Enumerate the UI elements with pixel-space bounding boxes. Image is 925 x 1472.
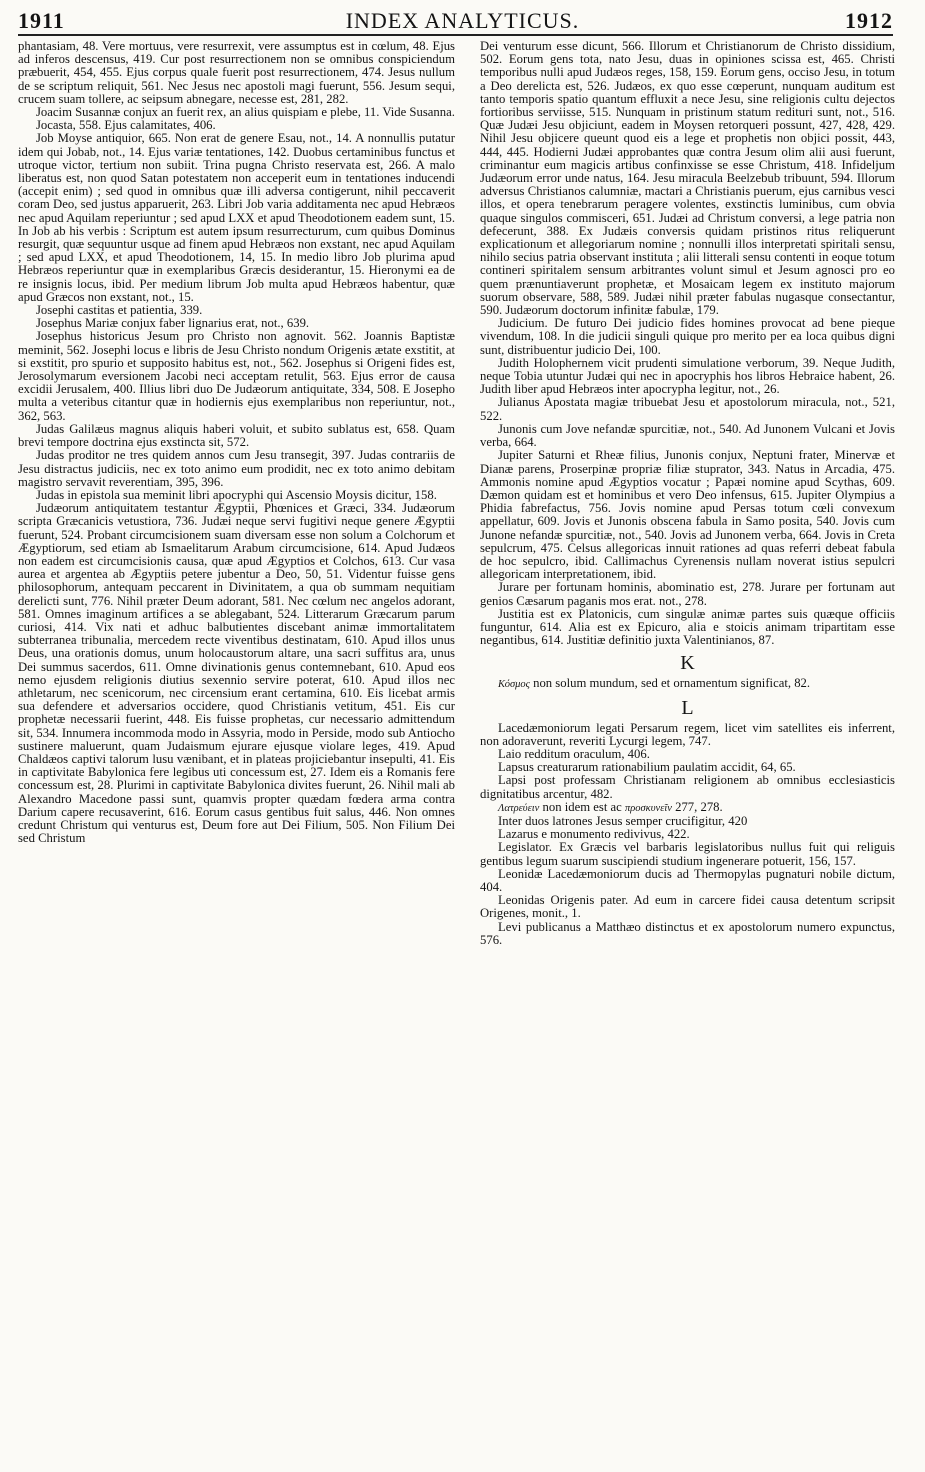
index-entry: Judas proditor ne tres quidem annos cum Jesu transegit, 397. Judas contrariis de Jesu distractus judiciis, nec ex toto animo eum prodidit, nec ex toto animo debitam magistro servavit reverentiam, 395, 396. bbox=[18, 448, 455, 489]
index-entry: Justitia est ex Platonicis, cum singulæ animæ partes suis quæque officiis funguntur, 614. Alia est ex Epicuro, alia e stoicis animam tripartitam esse negantibus, 614. Justitiæ definitio juxta Valentinianos, 87. bbox=[480, 606, 895, 648]
index-entry: Judas Galilæus magnus aliquis haberi voluit, et subito sublatus est, 658. Quam brevi tempore doctrina ejus exstincta sit, 572. bbox=[18, 421, 455, 450]
greek-term: Κόσμος bbox=[498, 679, 530, 691]
section-letter-k: K bbox=[680, 652, 695, 675]
left-column bbox=[18, 40, 455, 845]
index-entry: Josephus Mariæ conjux faber lignarius erat, not., 639. bbox=[36, 316, 310, 331]
index-entry: Lapsus creaturarum rationabilium paulatim accidit, 64, 65. bbox=[498, 760, 796, 775]
index-entry: Levi publicanus a Matthæo distinctus et ex apostolorum numero expunctus, 576. bbox=[480, 919, 895, 947]
entry-text: non idem est ac bbox=[542, 799, 622, 814]
index-entry: Josephus historicus Jesum pro Christo non agnovit. 562. Joannis Baptistæ meminit, 562. Josephi locus e libris de Jesu Christo nondum Origenis ætate exstitit, at si exstitit, pro spurio et supposito habitus est, not., 562. Josephus si Origeni fides est, Jerosolymarum eversionem Jacobi neci acceptam retulit, 563. Ejus error de causa excidii Jerusalem, 400. Illius libri duo De Judæorum antiquitate, 334, 508. E Josepho multa a veteribus citantur quæ in hodiernis ejus exemplaribus non reperiuntur, not., 362, 563. bbox=[18, 329, 455, 423]
section-letter-l: L bbox=[681, 696, 694, 719]
index-entry: Job Moyse antiquior, 665. Non erat de genere Esau, not., 14. A nonnullis putatur idem qui Jobab, not., 14. Ejus variæ tentationes, 142. Duobus certaminibus functus et utroque victor, tertium non subiit. Trina pugna Christo reservata est, 266. A malo liberatus est, non quod Satan potestatem non acceperit eum in tentationes inducendi (accepit enim) ; sed quod in omnibus quæ illi adversa contigerunt, nihil peccaverit coram Deo, sed justus apparuerit, 263. Libri Job varia additamenta nec apud Hebræos nec apud Aquilam reperiuntur ; sed apud LXX et apud Theodotionem eadem sunt, 15. In Job ab his verbis : Scriptum est autem ipsum resurrecturum, cum quibus Dominus resurgit, quæ sequuntur usque ad finem apud Hebræos non exstant, nec apud Aquilam ; sed apud LXX, et apud Theodotionem, 14, 15. In medio libro Job plurima apud Hebræos reperiuntur quæ in exemplaribus Græcis desiderantur, 15. Hieronymi ea de re insignis locus, ibid. Per medium librum Job multa apud Hebræos habentur, quæ apud Græcos non exstant, not., 15. bbox=[18, 131, 455, 304]
index-entry: Lapsi post professam Christianam religionem ab omnibus ecclesiasticis dignitatibus arcentur, 482. bbox=[480, 773, 895, 801]
index-entry-k bbox=[480, 677, 895, 691]
index-entry: Jurare per fortunam hominis, abominatio est, 278. Jurare per fortunam aut genios Cæsarum paganis mos erat. not., 278. bbox=[480, 580, 895, 608]
index-entry: Junonis cum Jove nefandæ spurcitiæ, not., 540. Ad Junonem Vulcani et Jovis verba, 664. bbox=[480, 421, 895, 450]
index-entry: Judicium. De futuro Dei judicio fides homines provocat ad bene pieque vivendum, 108. In die judicii singuli quique pro merito per ea loca quibus digni sunt, distribuentur judicio Dei, 100. bbox=[480, 316, 895, 357]
index-entry: Joacim Susannæ conjux an fuerit rex, an alius quispiam e plebe, 11. Vide Susanna. bbox=[36, 105, 455, 120]
index-entry: Judith Holophernem vicit prudenti simulatione verborum, 39. Neque Judith, neque Tobia utuntur Judæi qui nec in apocryphis hos libros Hebraice habent, 26. Judith liber apud Hebræos inter apocrypha legitur, not., 26. bbox=[480, 355, 895, 397]
index-entry: Lacedæmoniorum legati Persarum regem, licet vim satellites eis inferrent, non adoraverunt, reveriti Lycurgi legem, 747. bbox=[480, 720, 895, 748]
index-entry: Judæorum antiquitatem testantur Ægyptii, Phœnices et Græci, 334. Judæorum scripta Græcanicis vetustiora, 736. Judæi neque servi fugitivi neque genere Ægyptii fuerunt, 524. Probant circumcisionem suam diversam esse non solum a Colchorum et Ægyptiorum, sed etiam ab Ismaelitarum Arabum circumcisione, 614. Apud Judæos non eadem est circumcisionis causa, quæ apud Ægyptios et Colchos, 613. Cur vasa aurea et argentea ab Ægyptiis petere jubentur a Deo, 50, 51. Videntur fuisse gens philosophorum, antequam peccarent in Divinitatem, a qua ob summam nequitiam derelicti sunt, 776. Nihil præter Deum adorant, 581. Nec cœlum nec angelos adorant, 581. Omnes imaginum artifices a se ablegabant, 524. Litterarum Græcarum parum curiosi, 414. Vix nati et adhuc balbutientes discebant animæ immortalitatem subterranea tribunalia, mercedem recte viventibus destinatam, 610. Apud illos unus Deus, una orationis domus, unum holocaustorum altare, una sacri suffitus ara, unus Dei summus sacerdos, 611. Omne divinationis genus contemnebant, 610. Apud eos nemo ejusdem religionis diutius sexennio servire poterat, 610. Apud illos nec athletarum, nec scenicorum, nec circensium erant certamina, 610. Eis licebat armis sua defendere et adversarios occidere, quod Christianis vetitum, 451. Eis cur prophetæ necessarii fuerint, 448. Eis fuisse prophetas, cur necessario admittendum sit, 534. Innumera incommoda modo in Assyria, modo in Perside, modo sub Antiocho sustinere maluerunt, quam Judaismum ejurare ejusque violare leges, 419. Apud Chaldæos captivi talorum lusu vænibant, et in plateas projiciebantur insepulti, 41. Eis in captivitate Babylonica fere legibus uti concessum est, 27. Idem eis a Romanis fere concessum est, 28. Plurimi in captivitate Babylonica divites fuerunt, 26. Nihil mali ab Alexandro Macedone passi sunt, quamvis propter quædam fœdera arma contra Darium capere recusaverint, 616. Eorum casus gentibus fuit salus, 446. Non omnes credunt Christum qui venturus est, Deum fore aut Dei Filium, 505. Non Filium Dei sed Christum bbox=[18, 501, 455, 846]
page-number-right: 1912 bbox=[845, 8, 893, 33]
index-entry: Legislator. Ex Græcis vel barbaris legislatoribus nullus fuit qui religuis gentibus legum suarum suscipiendi studium ingenerare potuerit, 156, 157. bbox=[480, 840, 895, 868]
index-entry-greek bbox=[480, 801, 895, 815]
index-entry: Josephi castitas et patientia, 339. bbox=[36, 303, 203, 318]
greek-term: Λατρεύειν bbox=[498, 802, 540, 814]
index-entry: phantasiam, 48. Vere mortuus, vere resurrexit, vere assumptus est in cœlum, 48. Ejus ad inferos descensus, 419. Cur post resurrectionem non se omnibus conspiciendum præbuerit, 454, 455. Ejus corpus quale fuerit post resurrectionem, 474. Jesus nullum de se scriptum reliquit, 561. Nec Jesus nec apostoli magi fuerunt, 556. Jesum sequi, crucem suam tollere, ac seipsum abnegare, necesse est, 281, 282. bbox=[18, 39, 455, 106]
index-entry: Inter duos latrones Jesus semper crucifigitur, 420 bbox=[498, 813, 748, 828]
index-entry: Dei venturum esse dicunt, 566. Illorum et Christianorum de Christo dissidium, 502. Eorum gens tota, nato Jesu, duas in opiniones scissa est, 465. Christi temporibus nulli apud Judæos reges, 158, 159. Eorum gens, occiso Jesu, in totum a Deo derelicta est, 526. Judæos, ex quo esse cœperunt, nunquam auditum est tanto temporis spatio quantum effluxit a nece Jesu, sine religionis cultu dejectos fortioribus serviisse, 515. Nunquam in pristinum statum redituri sunt, not., 516. Quæ Judæi Jesu objiciunt, eadem in Moysen retorqueri possunt, 427, 428, 429. Nihil Jesu objicere queunt quod eis a lege et prophetis non objici possit, 443, 444, 445. Hodierni Judæi approbantes quæ contra Jesum olim alii ausi fuerunt, criminantur eum magicis artibus confinxisse se esse Christum, 418. Infideljum Judæorum error unde natus, 164. Jesu miracula Beelzebub tribuunt, 594. Illorum adversus Christianos calumniæ, mactari a Christianis puerum, ejus carnibus vesci illos, et opera tenebrarum peragere volentes, exstinctis luminibus, cum obvia quaque singulos commisceri, 651. Judæi ad Christum conversi, a lege patria non defecerunt, 388. Ex Judæis conversis quidam pristinos ritus reliquerunt explicationum et allegoriarum nomine ; nonnulli illos interpretati spiritali sensu, nihilo secius patria observant instituta ; alii litterali sensu contenti in eoque totum contineri spiritalem sensum arbitrantes volunt simul et Jesum agnosci pro eo quem prænuntiaverunt prophetæ, et Mosaicam legem ex instituto majorum suorum observare, 588, 589. Judæi nihil præter fabulas nugasque consectantur, 590. Judæorum doctorum infinitæ fabulæ, 179. bbox=[480, 39, 895, 318]
index-entry: Julianus Apostata magiæ tribuebat Jesu et apostolorum miracula, not., 521, 522. bbox=[480, 395, 895, 423]
page-header bbox=[0, 6, 925, 36]
index-entry: Lazarus e monumento redivivus, 422. bbox=[498, 827, 690, 842]
index-entry: Judas in epistola sua meminit libri apocryphi qui Ascensio Moysis dicitur, 158. bbox=[36, 487, 437, 502]
entry-text: 277, 278. bbox=[675, 799, 723, 814]
entry-text: non solum mundum, sed et ornamentum significat, 82. bbox=[533, 676, 811, 691]
index-entry: Jupiter Saturni et Rheæ filius, Junonis conjux, Neptuni frater, Minervæ et Dianæ parens, Proserpinæ propriæ filiæ stuprator, 343. Natus in Arcadia, 475. Ammonis nomine apud Ægyptios vocatur ; Papæi nomine apud Scythas, 609. Dæmon quidam est et hominibus et vero Deo infensus, 615. Jupiter Olympius a Phidia fabrefactus, 756. Jovis nomine apud Persas totum cœli convexum appellatur, 609. Jovis et Junonis obscena fabula in Samo posita, 540. Jovis cum Junone nefandæ spurcitiæ, not., 540. Jovis ad Junonem verba, 664. Jovis in Creta sepulcrum, 475. Celsus allegoricas innuit rationes ad quas referri debeat fabula de hoc sepulcro, ibid. Callimachus Cyrenensis nullam noverat istius sepulcri allegoricam interpretationem, ibid. bbox=[480, 448, 895, 582]
running-title: INDEX ANALYTICUS. bbox=[345, 8, 580, 33]
index-entry: Jocasta, 558. Ejus calamitates, 406. bbox=[36, 118, 216, 133]
index-entry: Leonidas Origenis pater. Ad eum in carcere fidei causa detentum scripsit Origenes, monit., 1. bbox=[480, 893, 895, 921]
index-entry: Leonidæ Lacedæmoniorum ducis ad Thermopylas pugnaturi nobile dictum, 404. bbox=[480, 866, 895, 894]
right-column bbox=[480, 40, 895, 947]
header-rule bbox=[18, 34, 893, 36]
index-entry: Laio redditum oraculum, 406. bbox=[498, 746, 650, 761]
greek-term: προσκυνεῖν bbox=[624, 802, 672, 814]
page-number-left: 1911 bbox=[18, 8, 65, 33]
